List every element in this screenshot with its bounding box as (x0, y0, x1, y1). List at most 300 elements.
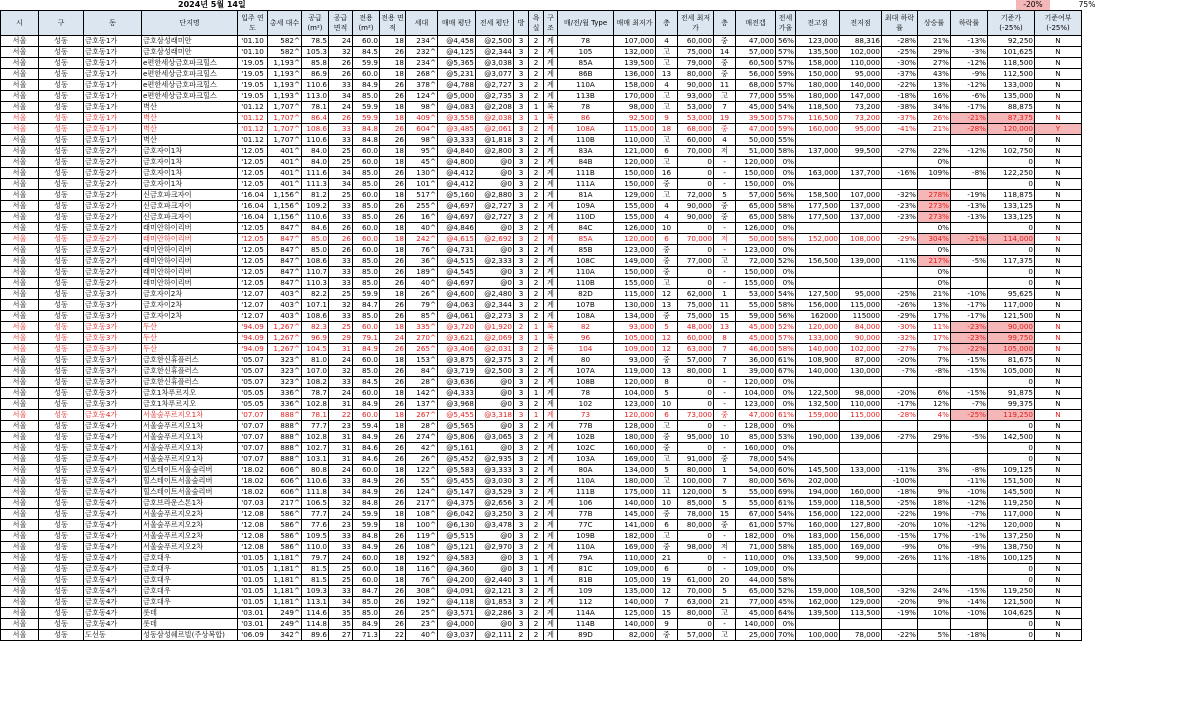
cell-jeonse-min[interactable]: 57,000 (678, 355, 714, 366)
cell-high[interactable]: 137,000 (796, 146, 840, 157)
cell-baths[interactable]: 2 (529, 421, 544, 432)
table-row[interactable] (1, 410, 1082, 421)
cell-gu[interactable]: 성동 (39, 443, 84, 454)
cell-type[interactable]: 110A (558, 80, 614, 91)
cell-jeonse-min[interactable]: 80,000 (678, 69, 714, 80)
cell-units[interactable]: 217^ (406, 498, 438, 509)
cell-sale-min[interactable]: 125,000 (614, 608, 656, 619)
cell-jeonse-per-pyeong[interactable]: @3,529 (476, 487, 514, 498)
cell-base-price[interactable]: 109,125 (988, 465, 1035, 476)
col-header-households[interactable]: 총세 대수 (268, 11, 302, 36)
cell-jeonse-min[interactable]: 77,000 (678, 256, 714, 267)
cell-jeonse-ratio[interactable]: 61% (776, 355, 796, 366)
cell-year[interactable]: '01.05 (238, 586, 268, 597)
cell-dong[interactable]: 금호동3가 (84, 300, 142, 311)
cell-exclusive-pyeong[interactable]: 18 (380, 69, 406, 80)
cell-units[interactable]: 95^ (406, 146, 438, 157)
cell-households[interactable]: 323^ (268, 377, 302, 388)
cell-gap[interactable]: 61,000 (736, 520, 776, 531)
cell-base-price[interactable]: 0 (988, 135, 1035, 146)
cell-rise[interactable]: 9% (918, 487, 951, 498)
cell-households[interactable]: 582^ (268, 36, 302, 47)
cell-high[interactable]: 135,500 (796, 47, 840, 58)
cell-low[interactable] (840, 377, 882, 388)
cell-base-price[interactable]: 121,500 (988, 597, 1035, 608)
cell-jeonse-floor[interactable]: 5 (714, 498, 736, 509)
cell-gu[interactable]: 성동 (39, 619, 84, 630)
cell-structure[interactable]: 계 (544, 278, 558, 289)
cell-year[interactable]: '12.05 (238, 168, 268, 179)
cell-supply-m2[interactable]: 84.0 (302, 146, 329, 157)
cell-drop[interactable]: -23% (951, 322, 988, 333)
cell-base-flag[interactable]: N (1035, 245, 1082, 256)
cell-city[interactable]: 서울 (1, 212, 39, 223)
cell-high[interactable]: 122,500 (796, 388, 840, 399)
cell-units[interactable]: 40^ (406, 278, 438, 289)
cell-drop[interactable] (951, 267, 988, 278)
cell-supply-m2[interactable]: 77.7 (302, 421, 329, 432)
cell-exclusive-pyeong[interactable]: 18 (380, 410, 406, 421)
cell-supply-pyeong[interactable]: 33 (329, 377, 353, 388)
cell-type[interactable]: 78 (558, 36, 614, 47)
cell-jeonse-per-pyeong[interactable]: @2,727 (476, 201, 514, 212)
cell-gu[interactable]: 성동 (39, 124, 84, 135)
cell-sale-floor[interactable]: 12 (656, 333, 678, 344)
cell-sale-per-pyeong[interactable]: @3,485 (438, 124, 476, 135)
cell-low[interactable]: 137,700 (840, 168, 882, 179)
cell-rooms[interactable]: 3 (514, 586, 529, 597)
cell-exclusive-m2[interactable]: 84.9 (353, 619, 380, 630)
cell-drop[interactable]: -12% (951, 498, 988, 509)
cell-exclusive-m2[interactable]: 84.8 (353, 124, 380, 135)
cell-max-drop[interactable]: -100% (882, 476, 918, 487)
cell-sale-per-pyeong[interactable]: @5,806 (438, 432, 476, 443)
cell-gap[interactable]: 54,000 (736, 465, 776, 476)
cell-baths[interactable]: 2 (529, 443, 544, 454)
cell-jeonse-per-pyeong[interactable]: @2,031 (476, 344, 514, 355)
cell-complex[interactable]: 벽산 (142, 113, 238, 124)
cell-max-drop[interactable]: -30% (882, 322, 918, 333)
cell-exclusive-pyeong[interactable]: 18 (380, 223, 406, 234)
cell-exclusive-pyeong[interactable]: 18 (380, 520, 406, 531)
cell-low[interactable]: 133,000 (840, 465, 882, 476)
cell-year[interactable]: '16.04 (238, 212, 268, 223)
cell-jeonse-min[interactable]: 60,000 (678, 135, 714, 146)
cell-complex[interactable]: 금호대우 (142, 597, 238, 608)
cell-rooms[interactable]: 3 (514, 69, 529, 80)
cell-supply-pyeong[interactable]: 33 (329, 201, 353, 212)
table-row[interactable] (1, 498, 1082, 509)
cell-jeonse-floor[interactable]: 5 (714, 487, 736, 498)
cell-complex[interactable]: 서울숲푸르지오1차 (142, 410, 238, 421)
cell-exclusive-m2[interactable]: 71.3 (353, 630, 380, 641)
cell-jeonse-min[interactable]: 75,000 (678, 47, 714, 58)
cell-base-flag[interactable]: N (1035, 179, 1082, 190)
cell-jeonse-ratio[interactable]: 58% (776, 300, 796, 311)
table-row[interactable] (1, 80, 1082, 91)
cell-supply-pyeong[interactable]: 22 (329, 410, 353, 421)
cell-sale-per-pyeong[interactable]: @4,615 (438, 234, 476, 245)
cell-complex[interactable]: 금호삼성래미안 (142, 36, 238, 47)
cell-sale-floor[interactable]: 중 (656, 443, 678, 454)
cell-base-price[interactable]: 99,750 (988, 333, 1035, 344)
cell-city[interactable]: 서울 (1, 157, 39, 168)
cell-units[interactable]: 232^ (406, 47, 438, 58)
cell-households[interactable]: 1,193^ (268, 91, 302, 102)
cell-supply-pyeong[interactable]: 25 (329, 190, 353, 201)
table-row[interactable] (1, 564, 1082, 575)
cell-high[interactable]: 162,000 (796, 597, 840, 608)
cell-structure[interactable]: 계 (544, 245, 558, 256)
cell-rooms[interactable]: 3 (514, 201, 529, 212)
cell-dong[interactable]: 금호동4가 (84, 410, 142, 421)
cell-base-price[interactable]: 120,000 (988, 124, 1035, 135)
cell-sale-min[interactable]: 104,000 (614, 388, 656, 399)
cell-sale-min[interactable]: 123,000 (614, 399, 656, 410)
cell-high[interactable]: 156,000 (796, 300, 840, 311)
cell-drop[interactable]: -5% (951, 432, 988, 443)
cell-high[interactable]: 118,500 (796, 102, 840, 113)
cell-rise[interactable] (918, 135, 951, 146)
cell-units[interactable]: 108^ (406, 542, 438, 553)
cell-base-price[interactable]: 119,250 (988, 586, 1035, 597)
cell-sale-per-pyeong[interactable]: @4,333 (438, 388, 476, 399)
cell-city[interactable]: 서울 (1, 278, 39, 289)
cell-jeonse-floor[interactable]: - (714, 179, 736, 190)
cell-exclusive-pyeong[interactable]: 26 (380, 212, 406, 223)
cell-type[interactable]: 96 (558, 333, 614, 344)
cell-dong[interactable]: 금호동2가 (84, 256, 142, 267)
cell-sale-per-pyeong[interactable]: @5,365 (438, 58, 476, 69)
cell-rise[interactable]: 5% (918, 630, 951, 641)
cell-sale-min[interactable]: 98,000 (614, 102, 656, 113)
cell-max-drop[interactable]: -18% (882, 487, 918, 498)
cell-low[interactable]: 95,000 (840, 124, 882, 135)
cell-baths[interactable]: 2 (529, 80, 544, 91)
cell-dong[interactable]: 금호동2가 (84, 146, 142, 157)
cell-max-drop[interactable]: -27% (882, 344, 918, 355)
cell-households[interactable]: 217^ (268, 498, 302, 509)
cell-jeonse-per-pyeong[interactable]: @2,727 (476, 212, 514, 223)
cell-base-flag[interactable]: N (1035, 157, 1082, 168)
cell-jeonse-per-pyeong[interactable]: @0 (476, 157, 514, 168)
cell-jeonse-min[interactable]: 0 (678, 157, 714, 168)
cell-year[interactable]: '05.07 (238, 355, 268, 366)
cell-base-flag[interactable]: N (1035, 58, 1082, 69)
cell-sale-per-pyeong[interactable]: @5,515 (438, 531, 476, 542)
cell-gap[interactable]: 150,000 (736, 168, 776, 179)
cell-jeonse-ratio[interactable]: 58% (776, 146, 796, 157)
cell-rise[interactable]: 17% (918, 531, 951, 542)
cell-households[interactable]: 1,707^ (268, 124, 302, 135)
cell-jeonse-ratio[interactable]: 55% (776, 91, 796, 102)
table-row[interactable] (1, 355, 1082, 366)
cell-sale-min[interactable]: 134,000 (614, 311, 656, 322)
cell-gap[interactable]: 57,000 (736, 47, 776, 58)
cell-gap[interactable]: 53,000 (736, 289, 776, 300)
cell-base-price[interactable]: 138,750 (988, 542, 1035, 553)
cell-dong[interactable]: 금호동1가 (84, 91, 142, 102)
cell-gap[interactable]: 60,500 (736, 58, 776, 69)
cell-jeonse-min[interactable]: 100,000 (678, 476, 714, 487)
cell-complex[interactable]: 힐스테이트서울숲리버 (142, 487, 238, 498)
cell-gu[interactable]: 성동 (39, 69, 84, 80)
cell-dong[interactable]: 금호동1가 (84, 69, 142, 80)
cell-jeonse-per-pyeong[interactable]: @0 (476, 377, 514, 388)
cell-sale-floor[interactable]: 21 (656, 553, 678, 564)
cell-exclusive-m2[interactable]: 59.4 (353, 421, 380, 432)
cell-year[interactable]: '01.12 (238, 135, 268, 146)
cell-rise[interactable]: 0% (918, 223, 951, 234)
cell-sale-min[interactable]: 93,000 (614, 322, 656, 333)
cell-structure[interactable]: 계 (544, 487, 558, 498)
cell-gap[interactable]: 56,000 (736, 69, 776, 80)
cell-jeonse-per-pyeong[interactable]: @2,440 (476, 575, 514, 586)
cell-exclusive-pyeong[interactable]: 26 (380, 366, 406, 377)
cell-drop[interactable]: -12% (951, 58, 988, 69)
cell-base-flag[interactable]: N (1035, 300, 1082, 311)
cell-sale-per-pyeong[interactable]: @4,118 (438, 597, 476, 608)
cell-sale-floor[interactable]: 6 (656, 410, 678, 421)
cell-jeonse-ratio[interactable]: 58% (776, 234, 796, 245)
cell-drop[interactable] (951, 443, 988, 454)
cell-jeonse-ratio[interactable]: 45% (776, 597, 796, 608)
cell-baths[interactable]: 2 (529, 124, 544, 135)
cell-dong[interactable]: 금호동2가 (84, 201, 142, 212)
cell-jeonse-min[interactable]: 91,000 (678, 454, 714, 465)
cell-dong[interactable]: 금호동4가 (84, 465, 142, 476)
cell-max-drop[interactable]: -41% (882, 124, 918, 135)
cell-exclusive-m2[interactable]: 60.0 (353, 575, 380, 586)
cell-type[interactable]: 105 (558, 47, 614, 58)
cell-gu[interactable]: 성동 (39, 509, 84, 520)
cell-gu[interactable]: 성동 (39, 531, 84, 542)
cell-year[interactable]: '01.05 (238, 564, 268, 575)
cell-gap[interactable]: 50,000 (736, 135, 776, 146)
cell-type[interactable]: 109B (558, 531, 614, 542)
cell-households[interactable]: 586^ (268, 520, 302, 531)
cell-exclusive-m2[interactable]: 60.0 (353, 36, 380, 47)
cell-rise[interactable]: 21% (918, 124, 951, 135)
cell-max-drop[interactable] (882, 421, 918, 432)
cell-baths[interactable]: 2 (529, 69, 544, 80)
cell-exclusive-m2[interactable]: 84.9 (353, 432, 380, 443)
cell-supply-m2[interactable]: 110.0 (302, 542, 329, 553)
cell-baths[interactable]: 1 (529, 564, 544, 575)
cell-jeonse-floor[interactable]: - (714, 157, 736, 168)
cell-base-flag[interactable]: N (1035, 432, 1082, 443)
cell-sale-per-pyeong[interactable]: @5,452 (438, 454, 476, 465)
cell-sale-floor[interactable]: 13 (656, 69, 678, 80)
cell-units[interactable]: 255^ (406, 201, 438, 212)
cell-high[interactable]: 180,000 (796, 91, 840, 102)
cell-gu[interactable]: 성동 (39, 597, 84, 608)
cell-gap[interactable]: 55,000 (736, 300, 776, 311)
cell-low[interactable] (840, 443, 882, 454)
cell-baths[interactable]: 2 (529, 168, 544, 179)
cell-city[interactable]: 서울 (1, 432, 39, 443)
cell-year[interactable]: '01.12 (238, 113, 268, 124)
cell-rooms[interactable]: 3 (514, 256, 529, 267)
cell-rise[interactable]: 273% (918, 201, 951, 212)
cell-rise[interactable]: 21% (918, 36, 951, 47)
cell-base-price[interactable]: 105,000 (988, 366, 1035, 377)
cell-sale-per-pyeong[interactable]: @5,147 (438, 487, 476, 498)
col-header-rise[interactable]: 상승률 (918, 11, 951, 36)
cell-exclusive-m2[interactable]: 60.0 (353, 234, 380, 245)
cell-structure[interactable]: 계 (544, 366, 558, 377)
cell-max-drop[interactable]: -17% (882, 399, 918, 410)
table-row[interactable] (1, 135, 1082, 146)
cell-jeonse-floor[interactable]: 11 (714, 300, 736, 311)
cell-supply-pyeong[interactable]: 34 (329, 597, 353, 608)
cell-rooms[interactable]: 2 (514, 630, 529, 641)
cell-type[interactable]: 77B (558, 421, 614, 432)
cell-gu[interactable]: 성동 (39, 190, 84, 201)
cell-sale-floor[interactable]: 8 (656, 377, 678, 388)
cell-sale-floor[interactable]: 13 (656, 366, 678, 377)
cell-base-price[interactable]: 0 (988, 179, 1035, 190)
cell-type[interactable]: 85A (558, 58, 614, 69)
cell-jeonse-min[interactable]: 75,000 (678, 311, 714, 322)
cell-type[interactable]: 110A (558, 267, 614, 278)
table-row[interactable] (1, 168, 1082, 179)
cell-base-flag[interactable]: N (1035, 212, 1082, 223)
cell-jeonse-min[interactable]: 72,000 (678, 190, 714, 201)
cell-complex[interactable]: 롯데 (142, 619, 238, 630)
cell-jeonse-per-pyeong[interactable]: @2,208 (476, 102, 514, 113)
cell-jeonse-ratio[interactable]: 57% (776, 333, 796, 344)
cell-exclusive-m2[interactable]: 60.0 (353, 322, 380, 333)
cell-supply-m2[interactable]: 85.0 (302, 234, 329, 245)
cell-high[interactable]: 177,500 (796, 212, 840, 223)
cell-gu[interactable]: 성동 (39, 388, 84, 399)
cell-type[interactable]: 84B (558, 157, 614, 168)
cell-type[interactable]: 81A (558, 190, 614, 201)
cell-high[interactable]: 180,000 (796, 80, 840, 91)
cell-jeonse-per-pyeong[interactable]: @0 (476, 443, 514, 454)
cell-units[interactable]: 137^ (406, 399, 438, 410)
cell-structure[interactable]: 계 (544, 443, 558, 454)
cell-units[interactable]: 40^ (406, 630, 438, 641)
cell-sale-per-pyeong[interactable]: @4,731 (438, 245, 476, 256)
cell-dong[interactable]: 금호동4가 (84, 608, 142, 619)
cell-sale-floor[interactable]: 7 (656, 597, 678, 608)
cell-rise[interactable] (918, 377, 951, 388)
cell-supply-pyeong[interactable]: 26 (329, 113, 353, 124)
cell-rise[interactable]: 19% (918, 509, 951, 520)
table-row[interactable] (1, 597, 1082, 608)
cell-rooms[interactable]: 3 (514, 80, 529, 91)
cell-max-drop[interactable] (882, 564, 918, 575)
cell-drop[interactable]: -11% (951, 476, 988, 487)
cell-drop[interactable]: -10% (951, 487, 988, 498)
cell-exclusive-pyeong[interactable]: 18 (380, 102, 406, 113)
cell-jeonse-floor[interactable]: - (714, 399, 736, 410)
cell-low[interactable]: 73,200 (840, 102, 882, 113)
cell-sale-min[interactable]: 115,000 (614, 289, 656, 300)
cell-rise[interactable]: 10% (918, 520, 951, 531)
cell-rooms[interactable]: 3 (514, 355, 529, 366)
table-row[interactable] (1, 509, 1082, 520)
cell-supply-m2[interactable]: 107.0 (302, 366, 329, 377)
cell-dong[interactable]: 금호동3가 (84, 377, 142, 388)
cell-dong[interactable]: 금호동4가 (84, 509, 142, 520)
cell-jeonse-min[interactable]: 62,000 (678, 289, 714, 300)
cell-city[interactable]: 서울 (1, 311, 39, 322)
cell-households[interactable]: 401^ (268, 157, 302, 168)
table-row[interactable] (1, 245, 1082, 256)
cell-exclusive-pyeong[interactable]: 26 (380, 179, 406, 190)
cell-sale-min[interactable]: 169,000 (614, 454, 656, 465)
cell-drop[interactable]: -7% (951, 509, 988, 520)
cell-high[interactable]: 159,000 (796, 410, 840, 421)
cell-year[interactable]: '18.02 (238, 465, 268, 476)
cell-rise[interactable]: 4% (918, 410, 951, 421)
cell-sale-per-pyeong[interactable]: @4,375 (438, 498, 476, 509)
cell-base-price[interactable]: 0 (988, 223, 1035, 234)
cell-dong[interactable]: 금호동2가 (84, 223, 142, 234)
cell-base-flag[interactable]: N (1035, 36, 1082, 47)
cell-base-price[interactable]: 117,375 (988, 256, 1035, 267)
cell-drop[interactable] (951, 223, 988, 234)
cell-base-flag[interactable]: N (1035, 344, 1082, 355)
cell-jeonse-min[interactable]: 0 (678, 267, 714, 278)
cell-rise[interactable]: 7% (918, 344, 951, 355)
cell-supply-pyeong[interactable]: 24 (329, 509, 353, 520)
cell-exclusive-pyeong[interactable]: 26 (380, 597, 406, 608)
cell-structure[interactable]: 계 (544, 267, 558, 278)
cell-rise[interactable]: 13% (918, 300, 951, 311)
cell-units[interactable]: 124^ (406, 91, 438, 102)
cell-jeonse-per-pyeong[interactable]: @2,038 (476, 113, 514, 124)
table-row[interactable] (1, 146, 1082, 157)
cell-exclusive-pyeong[interactable]: 18 (380, 322, 406, 333)
cell-exclusive-pyeong[interactable]: 26 (380, 586, 406, 597)
cell-exclusive-pyeong[interactable]: 24 (380, 333, 406, 344)
cell-supply-m2[interactable]: 84.0 (302, 157, 329, 168)
cell-supply-m2[interactable]: 82.3 (302, 322, 329, 333)
cell-year[interactable]: '12.05 (238, 245, 268, 256)
cell-sale-floor[interactable]: 12 (656, 289, 678, 300)
cell-complex[interactable]: e편한세상금호파크힐스 (142, 91, 238, 102)
cell-type[interactable]: 110A (558, 542, 614, 553)
cell-rooms[interactable]: 3 (514, 58, 529, 69)
cell-baths[interactable]: 2 (529, 223, 544, 234)
cell-supply-m2[interactable]: 108.6 (302, 256, 329, 267)
cell-units[interactable]: 192^ (406, 597, 438, 608)
cell-rise[interactable]: 29% (918, 432, 951, 443)
cell-rooms[interactable]: 3 (514, 179, 529, 190)
cell-units[interactable]: 274^ (406, 432, 438, 443)
cell-sale-min[interactable]: 180,000 (614, 476, 656, 487)
cell-drop[interactable]: -17% (951, 311, 988, 322)
table-row[interactable] (1, 630, 1082, 641)
cell-base-flag[interactable]: N (1035, 465, 1082, 476)
cell-jeonse-floor[interactable]: 고 (714, 91, 736, 102)
cell-sale-per-pyeong[interactable]: @4,083 (438, 102, 476, 113)
cell-households[interactable]: 582^ (268, 47, 302, 58)
cell-jeonse-ratio[interactable]: 54% (776, 454, 796, 465)
cell-supply-m2[interactable]: 102.8 (302, 399, 329, 410)
cell-structure[interactable]: 복 (544, 333, 558, 344)
cell-rise[interactable]: 0% (918, 542, 951, 553)
cell-dong[interactable]: 금호동1가 (84, 135, 142, 146)
cell-units[interactable]: 189^ (406, 267, 438, 278)
cell-base-flag[interactable]: N (1035, 289, 1082, 300)
cell-drop[interactable]: -12% (951, 80, 988, 91)
cell-max-drop[interactable] (882, 443, 918, 454)
